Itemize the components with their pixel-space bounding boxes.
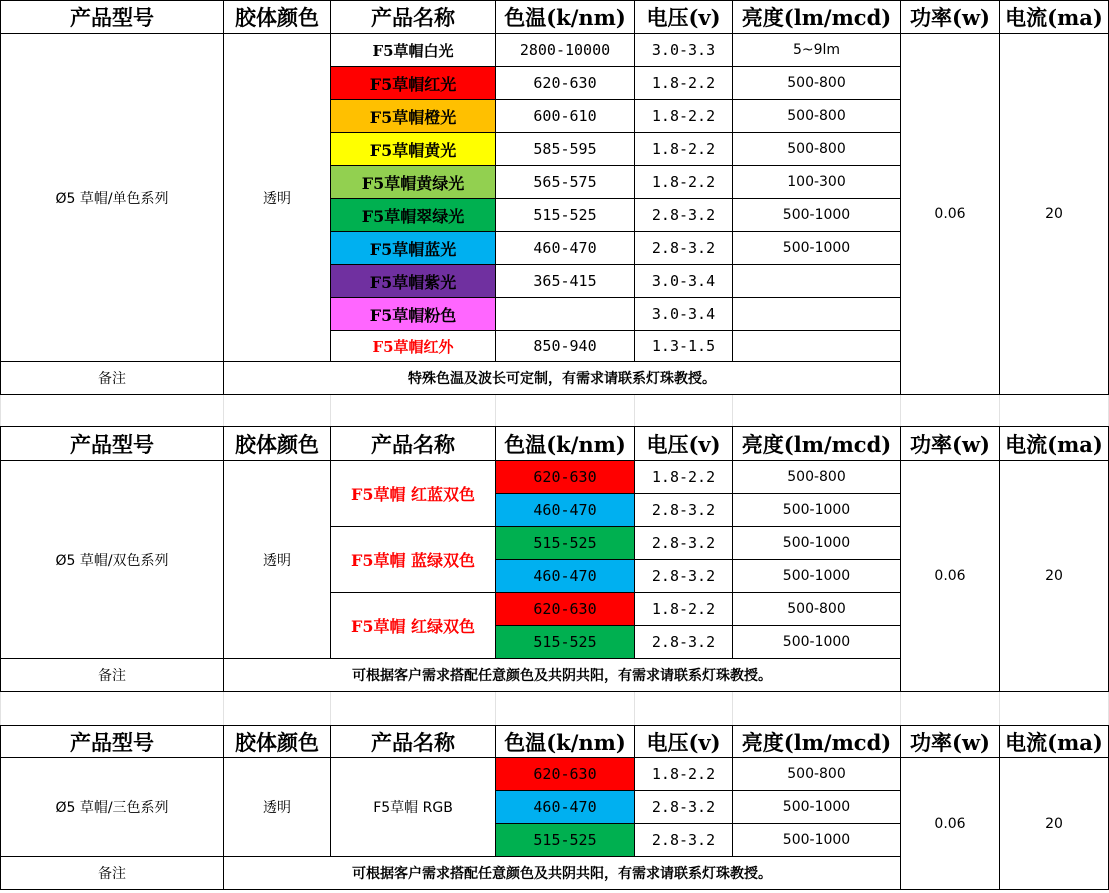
current-cell: 20	[1000, 758, 1109, 890]
blank-cell	[901, 692, 1000, 726]
voltage-cell: 2.8-3.2	[635, 199, 733, 232]
temp-cell: 585-595	[496, 133, 635, 166]
header-row-3	[1, 726, 1109, 758]
voltage-cell: 1.8-2.2	[635, 758, 733, 791]
voltage-cell: 1.8-2.2	[635, 67, 733, 100]
blank-cell	[224, 395, 331, 427]
header-col-brightness: 亮度(lm/mcd)	[733, 726, 901, 758]
product-name-cell: F5草帽蓝光	[331, 232, 496, 265]
temp-cell: 620-630	[496, 593, 635, 626]
note-text: 可根据客户需求搭配任意颜色及共阴共阳，有需求请联系灯珠教授。	[224, 659, 901, 692]
header-col-colloid: 胶体颜色	[224, 427, 331, 461]
header-col-power: 功率(w)	[901, 726, 1000, 758]
model-cell: Ø5 草帽/三色系列	[1, 758, 224, 857]
temp-cell: 515-525	[496, 626, 635, 659]
voltage-cell: 1.8-2.2	[635, 166, 733, 199]
temp-cell: 600-610	[496, 100, 635, 133]
header-col-power: 功率(w)	[901, 1, 1000, 34]
temp-cell: 460-470	[496, 560, 635, 593]
product-name-cell: F5草帽 蓝绿双色	[331, 527, 496, 593]
model-cell: Ø5 草帽/单色系列	[1, 34, 224, 362]
blank-cell	[901, 395, 1000, 427]
header-col-voltage: 电压(v)	[635, 1, 733, 34]
temp-cell: 620-630	[496, 67, 635, 100]
header-col-current: 电流(ma)	[1000, 726, 1109, 758]
voltage-cell: 1.8-2.2	[635, 100, 733, 133]
colloid-cell: 透明	[224, 461, 331, 659]
blank-cell	[1, 395, 224, 427]
power-cell: 0.06	[901, 461, 1000, 692]
temp-cell: 565-575	[496, 166, 635, 199]
voltage-cell: 3.0-3.4	[635, 298, 733, 331]
temp-cell: 365-415	[496, 265, 635, 298]
product-name-cell: F5草帽 红蓝双色	[331, 461, 496, 527]
temp-cell: 2800-10000	[496, 34, 635, 67]
table-row	[1, 34, 1109, 67]
brightness-cell: 500-1000	[733, 824, 901, 857]
header-col-temp: 色温(k/nm)	[496, 726, 635, 758]
blank-cell	[224, 692, 331, 726]
brightness-cell: 500-800	[733, 758, 901, 791]
header-col-power: 功率(w)	[901, 427, 1000, 461]
product-name-cell: F5草帽紫光	[331, 265, 496, 298]
product-name-cell: F5草帽橙光	[331, 100, 496, 133]
header-col-current: 电流(ma)	[1000, 1, 1109, 34]
brightness-cell	[733, 298, 901, 331]
header-col-brightness: 亮度(lm/mcd)	[733, 427, 901, 461]
header-col-model: 产品型号	[1, 1, 224, 34]
note-label: 备注	[1, 362, 224, 395]
brightness-cell: 500-1000	[733, 560, 901, 593]
product-name-cell: F5草帽翠绿光	[331, 199, 496, 232]
product-name-cell: F5草帽红外	[331, 331, 496, 362]
blank-cell	[635, 692, 733, 726]
power-cell: 0.06	[901, 758, 1000, 890]
product-name-cell: F5草帽黄绿光	[331, 166, 496, 199]
header-col-temp: 色温(k/nm)	[496, 1, 635, 34]
brightness-cell: 500-1000	[733, 527, 901, 560]
temp-cell: 515-525	[496, 199, 635, 232]
voltage-cell: 1.8-2.2	[635, 461, 733, 494]
header-col-voltage: 电压(v)	[635, 726, 733, 758]
blank-cell	[331, 395, 496, 427]
brightness-cell: 500-800	[733, 67, 901, 100]
header-col-name: 产品名称	[331, 1, 496, 34]
temp-cell: 620-630	[496, 461, 635, 494]
brightness-cell: 100-300	[733, 166, 901, 199]
product-name-cell: F5草帽 RGB	[331, 758, 496, 857]
brightness-cell: 500-1000	[733, 626, 901, 659]
blank-cell	[331, 692, 496, 726]
voltage-cell: 2.8-3.2	[635, 232, 733, 265]
voltage-cell: 3.0-3.4	[635, 265, 733, 298]
table-row	[1, 461, 1109, 494]
header-col-voltage: 电压(v)	[635, 427, 733, 461]
brightness-cell: 5~9lm	[733, 34, 901, 67]
voltage-cell: 2.8-3.2	[635, 791, 733, 824]
blank-cell	[733, 692, 901, 726]
header-col-colloid: 胶体颜色	[224, 1, 331, 34]
brightness-cell: 500-800	[733, 461, 901, 494]
blank-cell	[1000, 692, 1109, 726]
brightness-cell: 500-1000	[733, 199, 901, 232]
model-cell: Ø5 草帽/双色系列	[1, 461, 224, 659]
brightness-cell: 500-1000	[733, 791, 901, 824]
header-col-name: 产品名称	[331, 427, 496, 461]
brightness-cell: 500-1000	[733, 494, 901, 527]
temp-cell: 460-470	[496, 791, 635, 824]
temp-cell: 460-470	[496, 494, 635, 527]
table-row	[1, 758, 1109, 791]
temp-cell: 515-525	[496, 527, 635, 560]
brightness-cell: 500-1000	[733, 232, 901, 265]
product-name-cell: F5草帽粉色	[331, 298, 496, 331]
voltage-cell: 1.8-2.2	[635, 133, 733, 166]
header-col-model: 产品型号	[1, 726, 224, 758]
temp-cell: 515-525	[496, 824, 635, 857]
note-label: 备注	[1, 659, 224, 692]
header-col-colloid: 胶体颜色	[224, 726, 331, 758]
colloid-cell: 透明	[224, 34, 331, 362]
header-row-2	[1, 427, 1109, 461]
note-text: 特殊色温及波长可定制，有需求请联系灯珠教授。	[224, 362, 901, 395]
temp-cell	[496, 298, 635, 331]
temp-cell: 460-470	[496, 232, 635, 265]
voltage-cell: 2.8-3.2	[635, 626, 733, 659]
product-name-cell: F5草帽白光	[331, 34, 496, 67]
brightness-cell: 500-800	[733, 593, 901, 626]
blank-cell	[496, 692, 635, 726]
current-cell: 20	[1000, 461, 1109, 692]
header-col-current: 电流(ma)	[1000, 427, 1109, 461]
voltage-cell: 2.8-3.2	[635, 527, 733, 560]
brightness-cell: 500-800	[733, 133, 901, 166]
voltage-cell: 1.3-1.5	[635, 331, 733, 362]
temp-cell: 850-940	[496, 331, 635, 362]
voltage-cell: 2.8-3.2	[635, 824, 733, 857]
note-label: 备注	[1, 857, 224, 890]
header-col-name: 产品名称	[331, 726, 496, 758]
power-cell: 0.06	[901, 34, 1000, 395]
blank-cell	[1000, 395, 1109, 427]
blank-cell	[496, 395, 635, 427]
spacer-row	[1, 395, 1109, 427]
brightness-cell	[733, 331, 901, 362]
product-name-cell: F5草帽 红绿双色	[331, 593, 496, 659]
spacer-row	[1, 692, 1109, 726]
colloid-cell: 透明	[224, 758, 331, 857]
header-col-brightness: 亮度(lm/mcd)	[733, 1, 901, 34]
note-text: 可根据客户需求搭配任意颜色及共阴共阳，有需求请联系灯珠教授。	[224, 857, 901, 890]
product-name-cell: F5草帽红光	[331, 67, 496, 100]
brightness-cell: 500-800	[733, 100, 901, 133]
blank-cell	[733, 395, 901, 427]
product-name-cell: F5草帽黄光	[331, 133, 496, 166]
brightness-cell	[733, 265, 901, 298]
header-col-model: 产品型号	[1, 427, 224, 461]
header-row-1	[1, 1, 1109, 34]
blank-cell	[635, 395, 733, 427]
voltage-cell: 2.8-3.2	[635, 560, 733, 593]
voltage-cell: 2.8-3.2	[635, 494, 733, 527]
voltage-cell: 1.8-2.2	[635, 593, 733, 626]
temp-cell: 620-630	[496, 758, 635, 791]
current-cell: 20	[1000, 34, 1109, 395]
blank-cell	[1, 692, 224, 726]
voltage-cell: 3.0-3.3	[635, 34, 733, 67]
header-col-temp: 色温(k/nm)	[496, 427, 635, 461]
